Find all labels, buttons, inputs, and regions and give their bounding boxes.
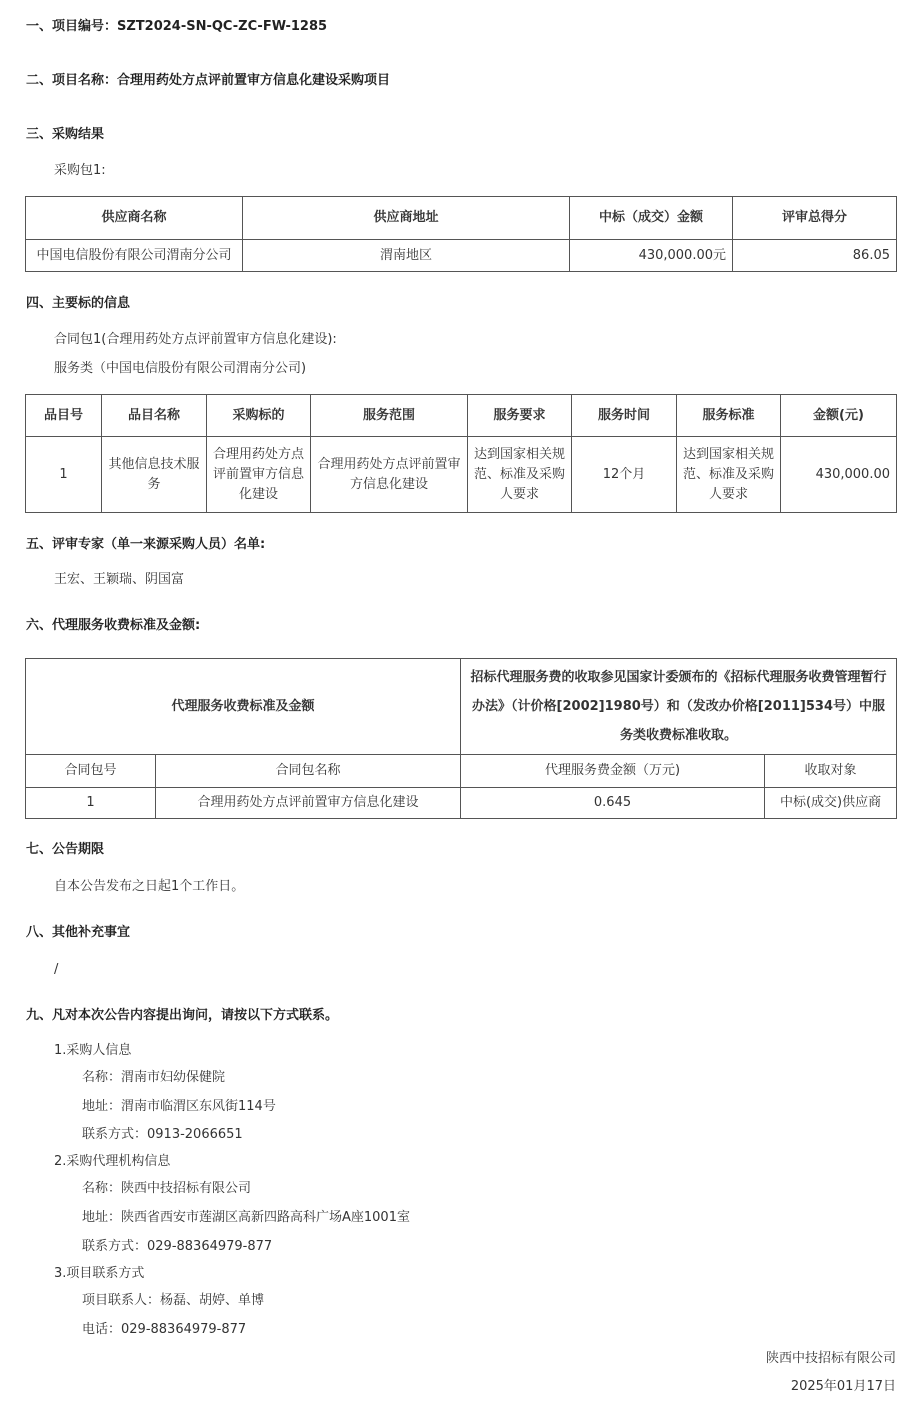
header-supplier-address: 供应商地址 <box>243 197 570 240</box>
project-contact-person: 项目联系人：杨磊、胡婷、单博 <box>82 1293 265 1308</box>
table-row <box>26 437 897 513</box>
subject-table <box>25 394 897 513</box>
main-subject-heading: 四、主要标的信息 <box>26 296 131 311</box>
fee-standard-label: 代理服务收费标准及金额 <box>26 659 461 755</box>
cell-item-no: 1 <box>26 437 102 513</box>
cell-item-name: 其他信息技术服务 <box>102 437 207 513</box>
table-row <box>26 788 897 819</box>
header-contract-name: 合同包名称 <box>156 755 461 788</box>
cell-service-requirement: 达到国家相关规范、标准及采购人要求 <box>468 437 572 513</box>
agency-contact: 联系方式：029-88364979-877 <box>82 1239 273 1254</box>
header-amount: 金额(元) <box>781 395 897 437</box>
footer-date: 2025年01月17日 <box>790 1379 896 1394</box>
announcement-period-text: 自本公告发布之日起1个工作日。 <box>54 879 245 894</box>
contact-heading: 九、凡对本次公告内容提出询问，请按以下方式联系。 <box>26 1008 339 1023</box>
fee-standard-text: 招标代理服务费的收取参见国家计委颁布的《招标代理服务收费管理暂行办法》（计价格[2002]1980号）和（发改办价格[2011]534号）中服务类收费标准收取。 <box>461 659 897 755</box>
purchaser-contact: 联系方式：0913-2066651 <box>82 1127 243 1142</box>
purchaser-address: 地址：渭南市临渭区东风街114号 <box>82 1099 276 1114</box>
result-table <box>25 196 897 272</box>
project-contact-phone: 电话：029-88364979-877 <box>82 1322 247 1337</box>
header-total-score: 评审总得分 <box>733 197 897 240</box>
header-service-scope: 服务范围 <box>311 395 468 437</box>
cell-procurement-subject: 合理用药处方点评前置审方信息化建设 <box>207 437 311 513</box>
table-header-row <box>26 395 897 437</box>
header-procurement-subject: 采购标的 <box>207 395 311 437</box>
purchaser-name: 名称：渭南市妇幼保健院 <box>82 1070 226 1085</box>
expert-list-heading: 五、评审专家（单一来源采购人员）名单: <box>26 537 266 552</box>
table-header-row <box>26 197 897 240</box>
other-matters-heading: 八、其他补充事宜 <box>26 925 131 940</box>
cell-amount: 430,000.00 <box>781 437 897 513</box>
table-header-row <box>26 755 897 788</box>
cell-collect-target: 中标(成交)供应商 <box>765 788 897 819</box>
cell-supplier-address: 渭南地区 <box>243 240 570 272</box>
purchaser-info-title: 1.采购人信息 <box>54 1043 132 1058</box>
package-label: 采购包1: <box>54 163 106 178</box>
cell-total-score: 86.05 <box>733 240 897 272</box>
project-contact-title: 3.项目联系方式 <box>54 1266 145 1281</box>
agency-info-title: 2.采购代理机构信息 <box>54 1154 171 1169</box>
cell-service-scope: 合理用药处方点评前置审方信息化建设 <box>311 437 468 513</box>
expert-names: 王宏、王颖瑞、阴国富 <box>54 572 185 587</box>
agency-fee-heading: 六、代理服务收费标准及金额: <box>26 618 201 633</box>
agency-address: 地址：陕西省西安市莲湖区高新四路高科广场A座1001室 <box>82 1210 410 1225</box>
cell-supplier-name: 中国电信股份有限公司渭南分公司 <box>26 240 243 272</box>
agency-name: 名称：陕西中技招标有限公司 <box>82 1181 252 1196</box>
cell-contract-name: 合理用药处方点评前置审方信息化建设 <box>156 788 461 819</box>
header-bid-amount: 中标（成交）金额 <box>570 197 733 240</box>
cell-bid-amount: 430,000.00元 <box>570 240 733 272</box>
procurement-result-heading: 三、采购结果 <box>26 127 105 142</box>
header-item-name: 品目名称 <box>102 395 207 437</box>
header-collect-target: 收取对象 <box>765 755 897 788</box>
header-service-standard: 服务标准 <box>677 395 781 437</box>
fee-standard-row <box>26 659 897 755</box>
cell-service-standard: 达到国家相关规范、标准及采购人要求 <box>677 437 781 513</box>
agency-fee-table <box>25 658 897 819</box>
service-category-label: 服务类（中国电信股份有限公司渭南分公司) <box>54 361 307 376</box>
header-service-time: 服务时间 <box>572 395 677 437</box>
contract-package-label: 合同包1(合理用药处方点评前置审方信息化建设): <box>54 332 337 347</box>
project-number-heading: 一、项目编号：SZT2024-SN-QC-ZC-FW-1285 <box>26 19 328 34</box>
header-service-requirement: 服务要求 <box>468 395 572 437</box>
header-supplier-name: 供应商名称 <box>26 197 243 240</box>
cell-contract-no: 1 <box>26 788 156 819</box>
header-fee-amount: 代理服务费金额（万元) <box>461 755 765 788</box>
header-item-no: 品目号 <box>26 395 102 437</box>
project-name-heading: 二、项目名称：合理用药处方点评前置审方信息化建设采购项目 <box>26 73 391 88</box>
cell-fee-amount: 0.645 <box>461 788 765 819</box>
footer-company: 陕西中技招标有限公司 <box>765 1351 896 1366</box>
other-matters-text: / <box>54 962 59 977</box>
header-contract-no: 合同包号 <box>26 755 156 788</box>
table-row <box>26 240 897 272</box>
cell-service-time: 12个月 <box>572 437 677 513</box>
announcement-period-heading: 七、公告期限 <box>26 842 105 857</box>
